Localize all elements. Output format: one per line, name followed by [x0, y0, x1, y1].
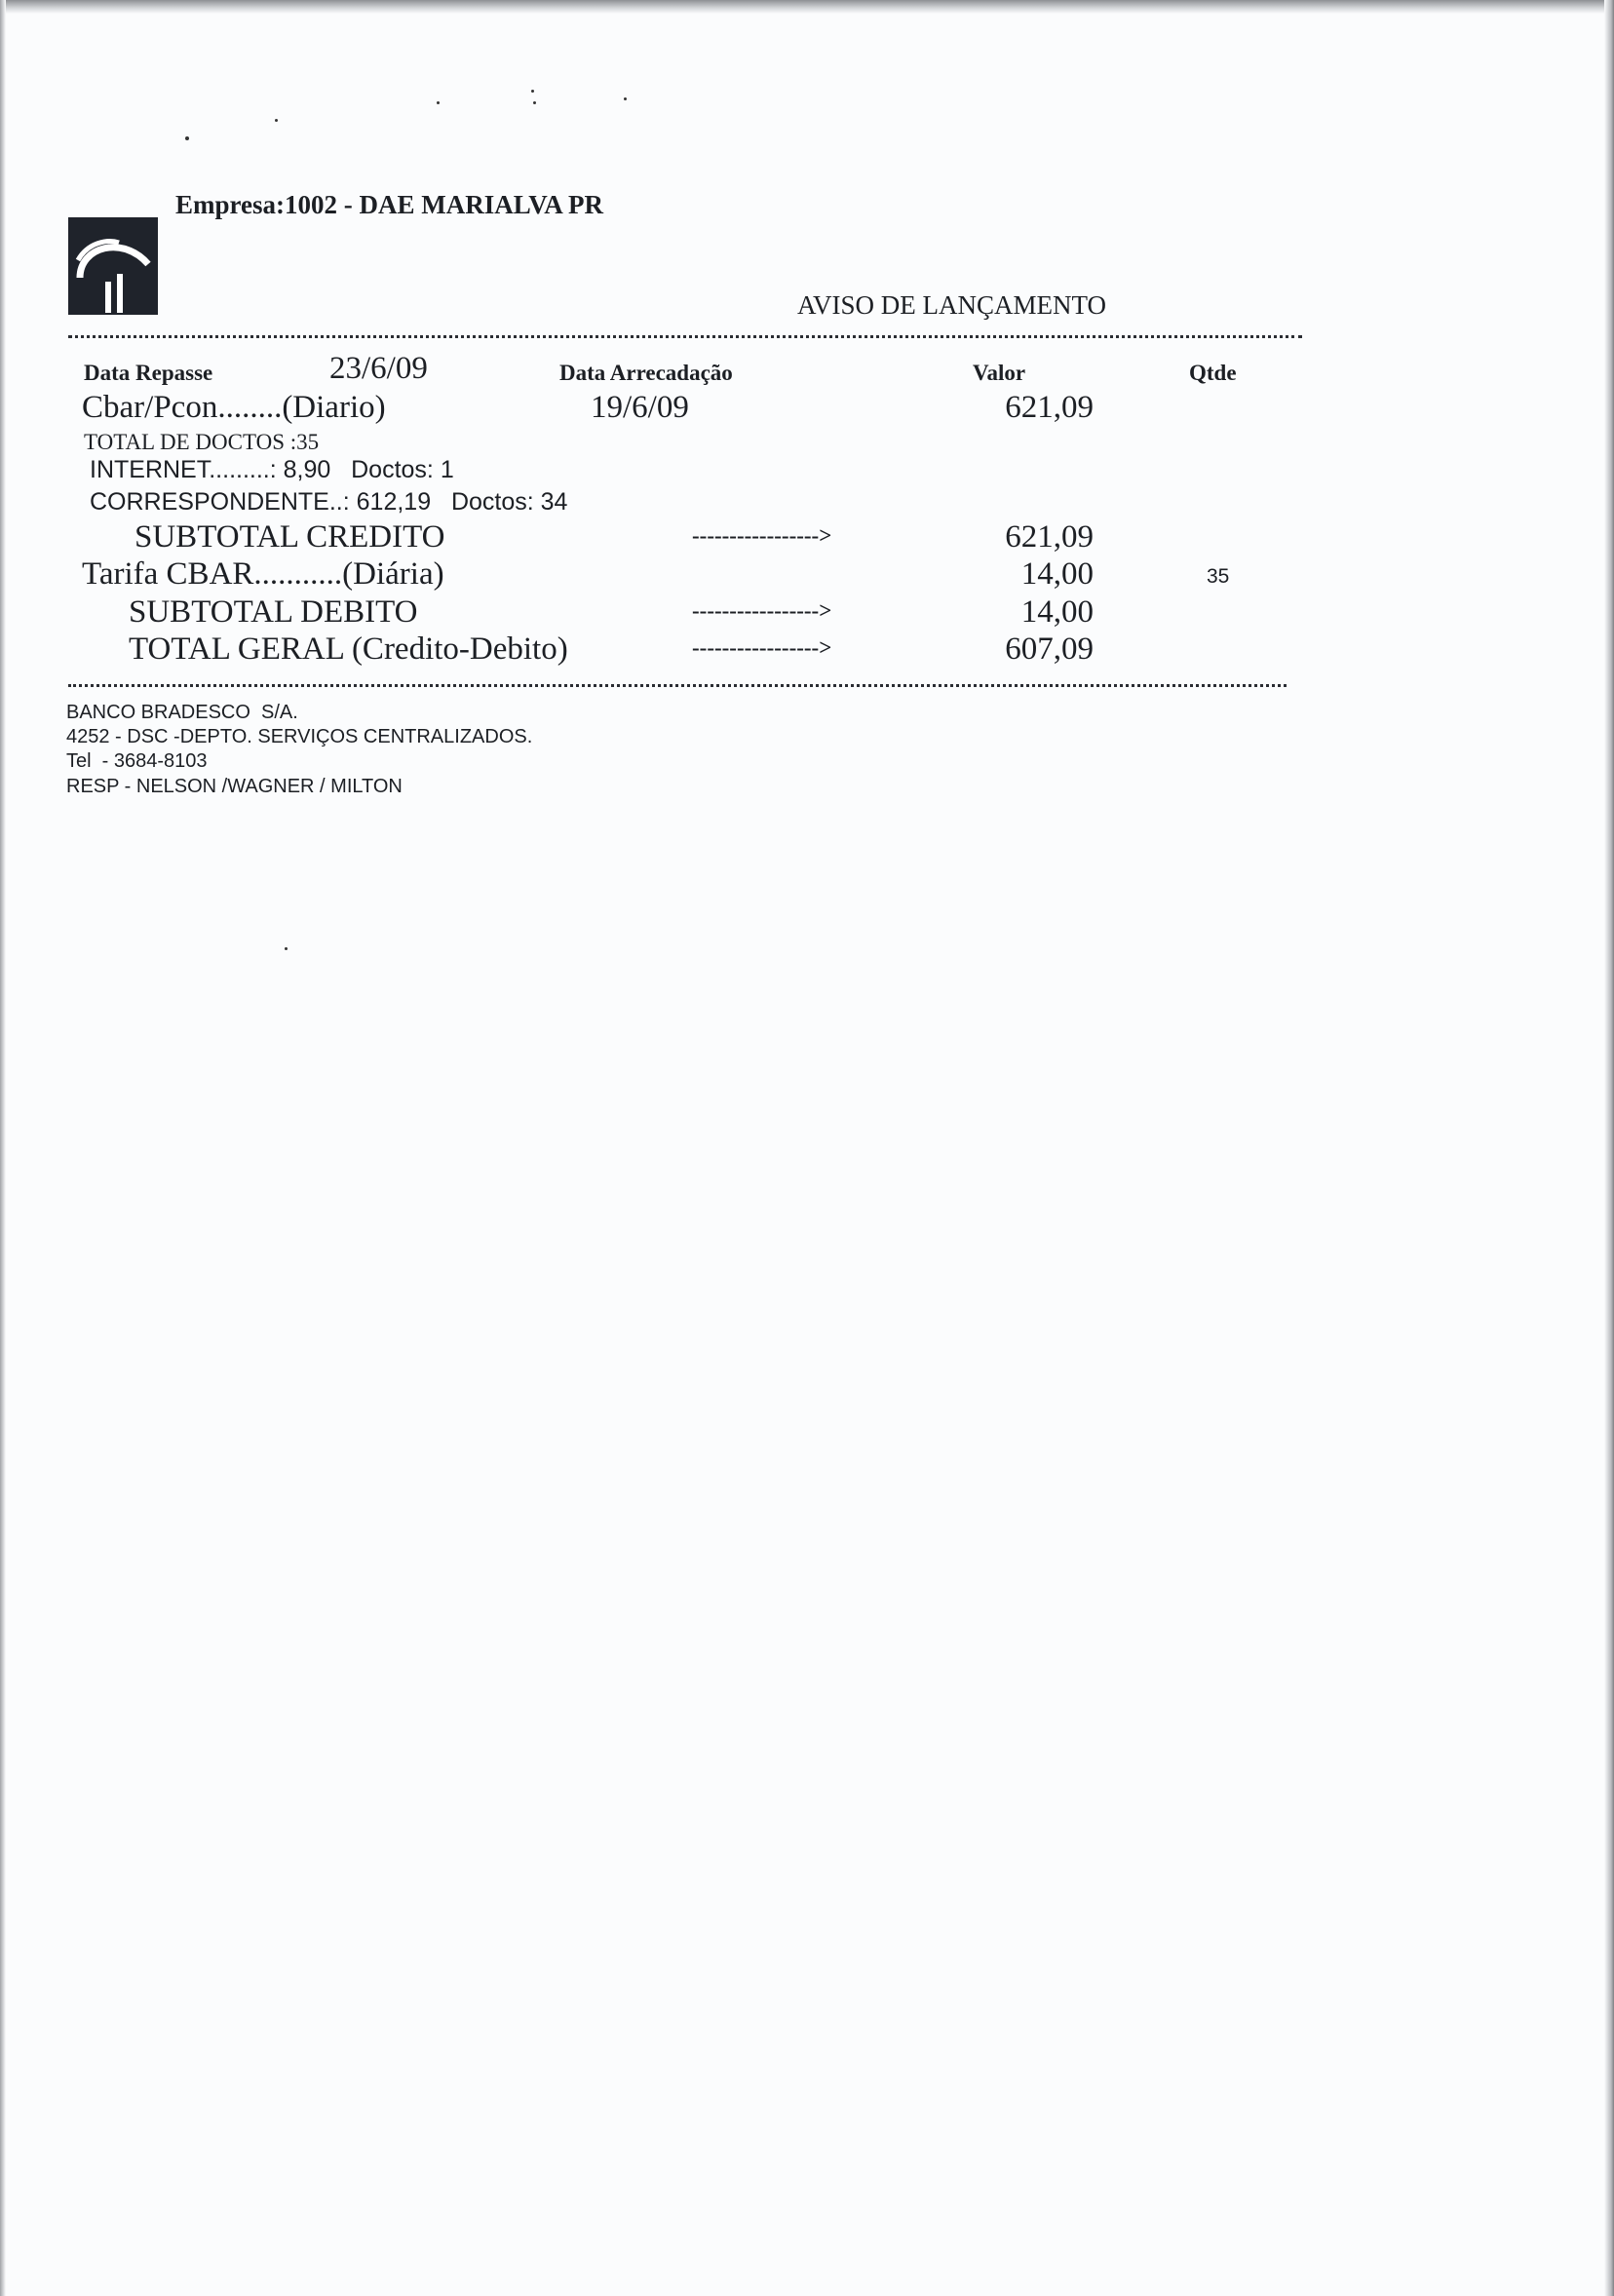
subtotal-credito-label: SUBTOTAL CREDITO: [134, 519, 445, 555]
subtotal-credito-valor: 621,09: [1005, 519, 1094, 555]
data-repasse-value: 23/6/09: [329, 351, 428, 386]
tarifa-qtde: 35: [1207, 565, 1230, 588]
internet-line: INTERNET.........: 8,90 Doctos: 1: [90, 456, 454, 483]
cbar-label: Cbar/Pcon........(Diario): [82, 390, 386, 425]
cbar-date: 19/6/09: [591, 390, 689, 425]
tarifa-label: Tarifa CBAR...........(Diária): [82, 556, 444, 592]
scan-edge-left: [0, 0, 6, 2296]
scan-speck: [624, 97, 627, 100]
scan-speck: [531, 90, 534, 93]
data-repasse-label: Data Repasse: [84, 361, 213, 385]
valor-label: Valor: [973, 361, 1026, 385]
scan-edge-right: [1604, 0, 1614, 2296]
footer-phone: Tel - 3684-8103: [66, 750, 208, 772]
bradesco-logo-icon: [68, 217, 158, 315]
scan-edge-top: [0, 0, 1614, 14]
scan-speck: [185, 136, 189, 140]
scan-speck: [437, 101, 440, 104]
tarifa-valor: 14,00: [1020, 556, 1094, 592]
footer-department: 4252 - DSC -DEPTO. SERVIÇOS CENTRALIZADOS.: [66, 726, 533, 747]
total-doctos: TOTAL DE DOCTOS :35: [84, 430, 320, 454]
cbar-valor: 621,09: [1005, 390, 1094, 425]
scan-speck: [285, 947, 288, 950]
qtde-label: Qtde: [1189, 361, 1237, 385]
subtotal-debito-label: SUBTOTAL DEBITO: [129, 594, 418, 630]
subtotal-debito-arrow: ----------------->: [692, 598, 832, 623]
subtotal-credito-arrow: ----------------->: [692, 523, 832, 548]
document-title: AVISO DE LANÇAMENTO: [797, 290, 1107, 320]
scan-speck: [275, 119, 278, 122]
correspondente-line: CORRESPONDENTE..: 612,19 Doctos: 34: [90, 488, 568, 516]
scan-speck: [533, 101, 536, 104]
total-geral-arrow: ----------------->: [692, 635, 832, 660]
total-geral-label: TOTAL GERAL (Credito-Debito): [129, 631, 568, 667]
total-geral-valor: 607,09: [1005, 631, 1094, 667]
footer-responsible: RESP - NELSON /WAGNER / MILTON: [66, 776, 403, 797]
empresa-title: Empresa:1002 - DAE MARIALVA PR: [175, 190, 604, 219]
subtotal-debito-valor: 14,00: [1020, 594, 1094, 630]
data-arrecadacao-label: Data Arrecadação: [559, 361, 733, 385]
divider-top: [68, 335, 1302, 338]
divider-bottom: [68, 684, 1287, 687]
footer-bank: BANCO BRADESCO S/A.: [66, 702, 298, 723]
